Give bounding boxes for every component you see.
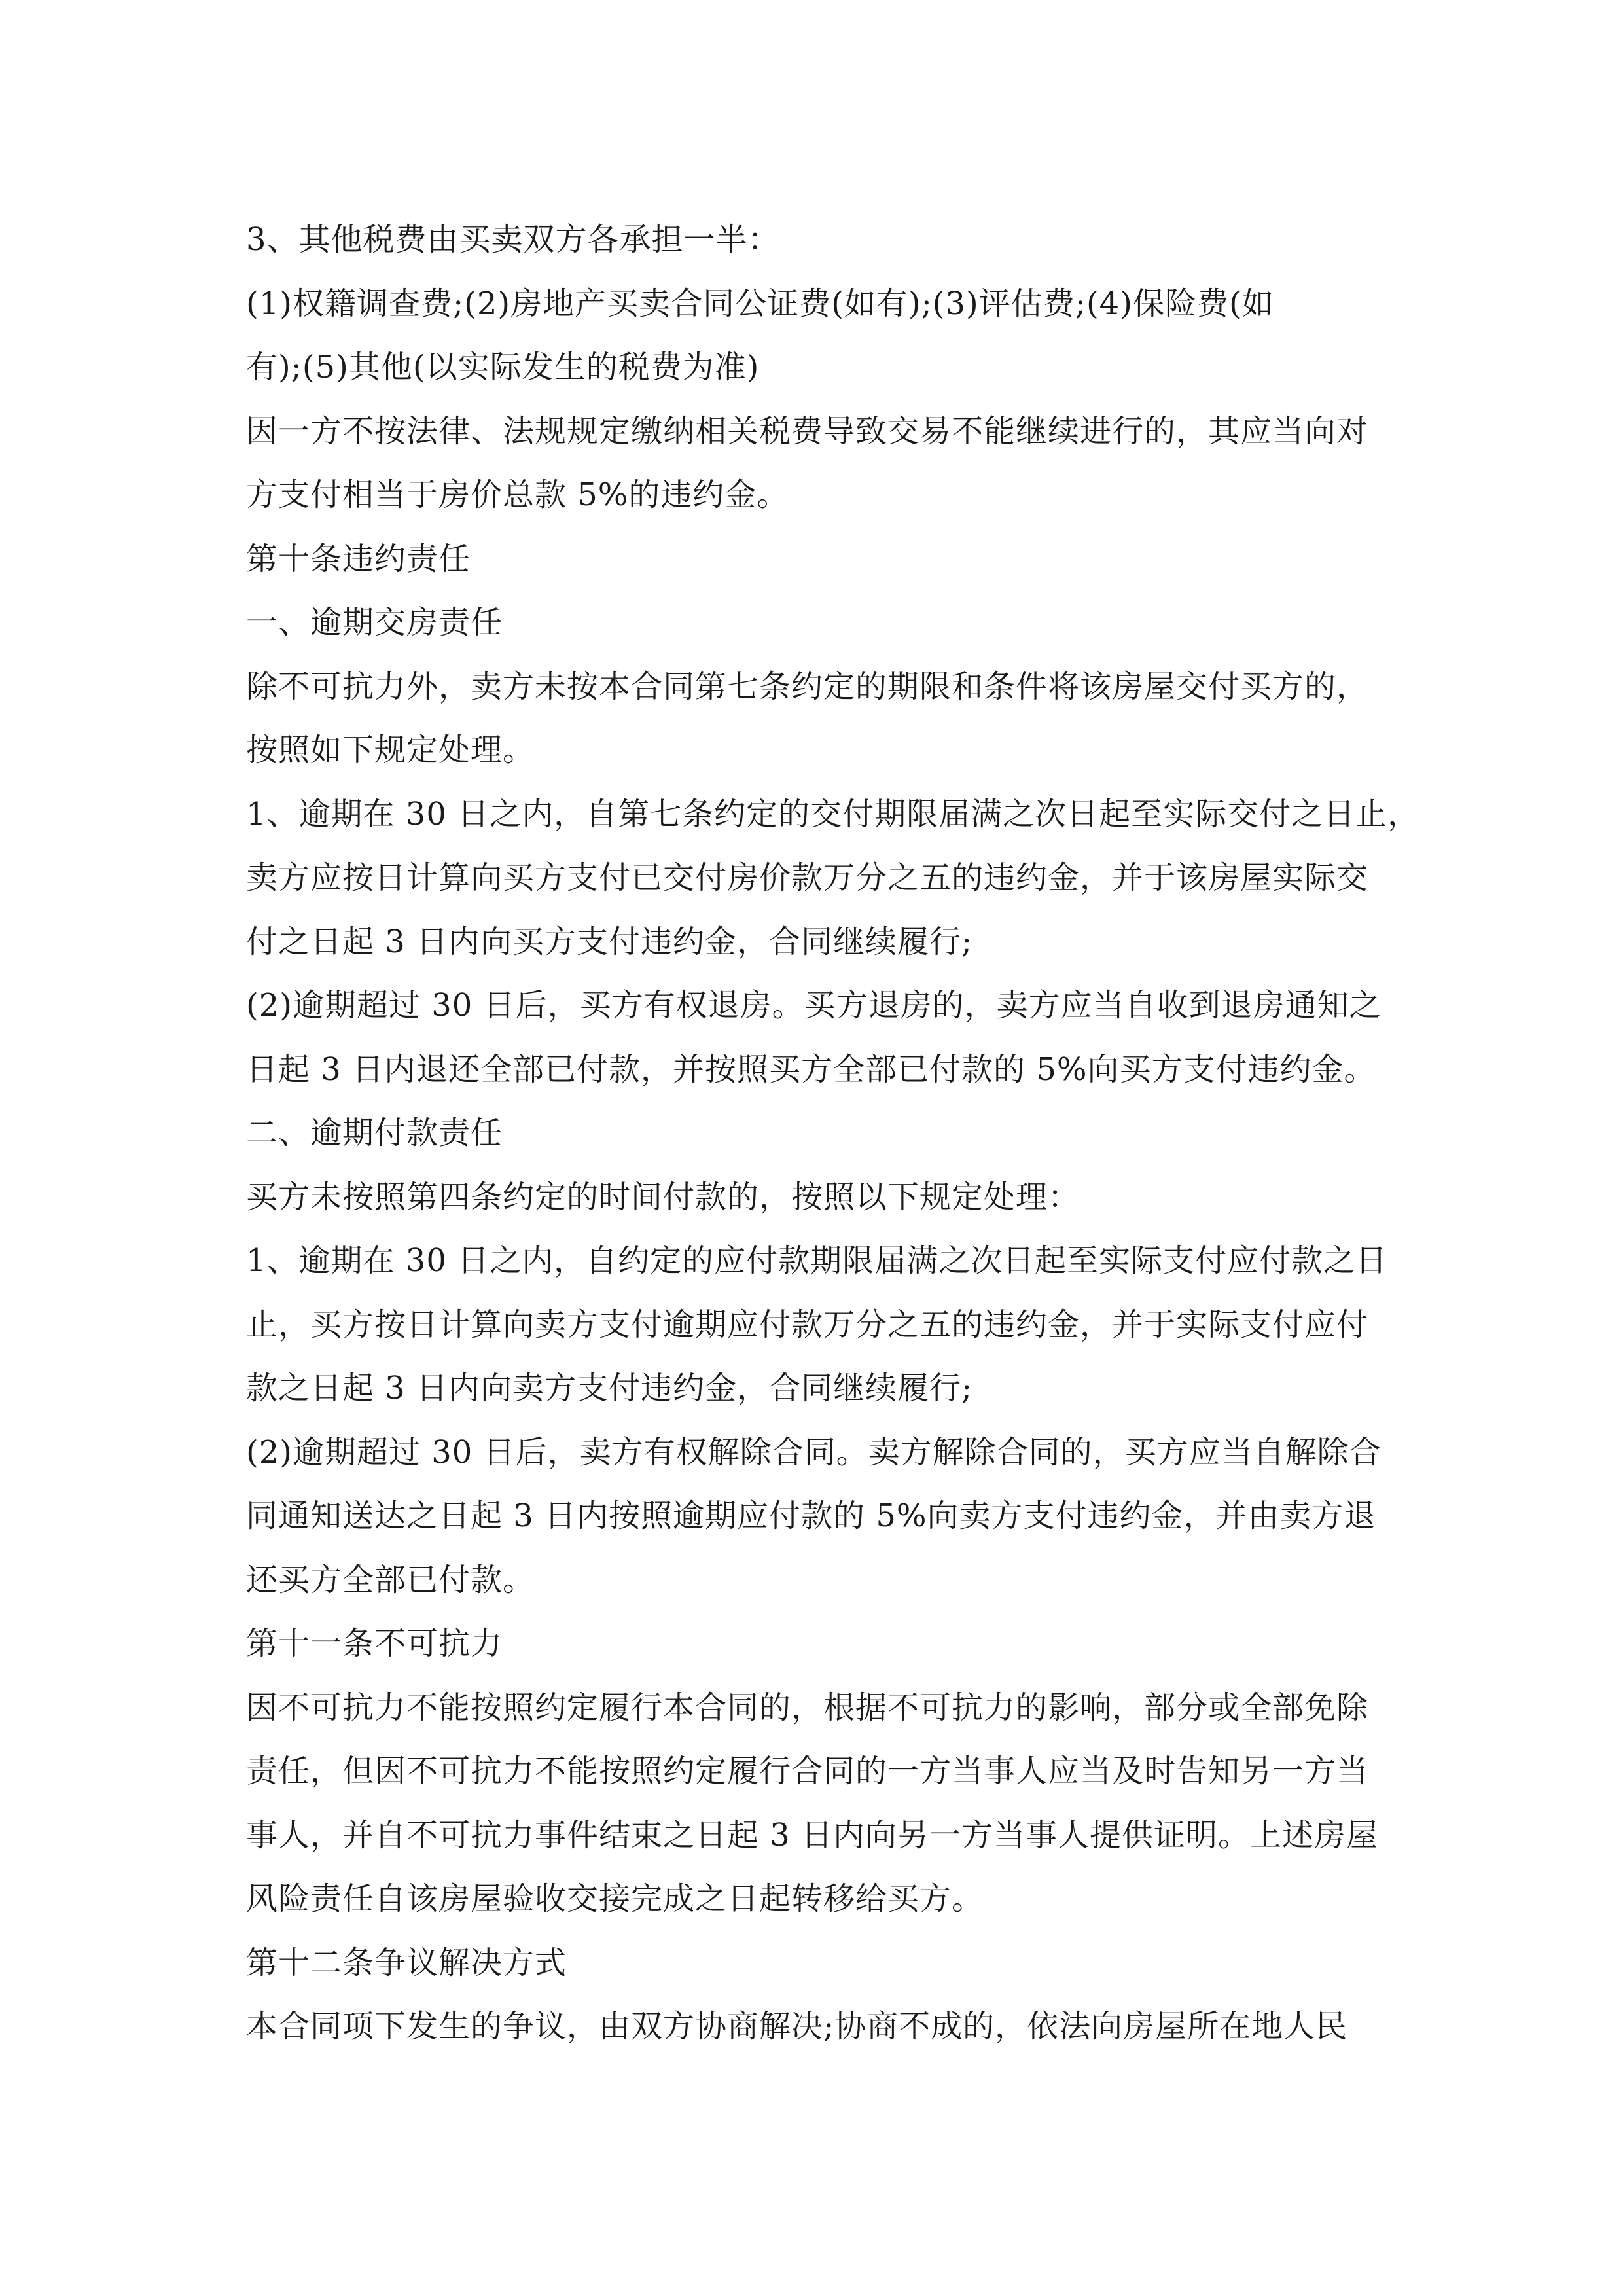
text-line: 事人，并自不可抗力事件结束之日起 3 日内向另一方当事人提供证明。上述房屋 (246, 1816, 1379, 1854)
text-line: (2)逾期超过 30 日后，卖方有权解除合同。卖方解除合同的，买方应当自解除合 (246, 1433, 1382, 1471)
text-line: 1、逾期在 30 日之内，自约定的应付款期限届满之次日起至实际支付应付款之日 (246, 1242, 1388, 1279)
text-line: 款之日起 3 日内向卖方支付违约金，合同继续履行; (246, 1370, 973, 1407)
text-line: 卖方应按日计算向买方支付已交付房价款万分之五的违约金，并于该房屋实际交 (246, 859, 1369, 896)
text-line: 因不可抗力不能按照约定履行本合同的，根据不可抗力的影响，部分或全部免除 (246, 1689, 1369, 1726)
subsection-heading: 一、逾期交房责任 (246, 604, 503, 641)
text-line: 日起 3 日内退还全部已付款，并按照买方全部已付款的 5%向买方支付违约金。 (246, 1050, 1376, 1088)
text-line: 按照如下规定处理。 (246, 732, 535, 768)
text-line: 止，买方按日计算向卖方支付逾期应付款万分之五的违约金，并于实际支付应付 (246, 1306, 1369, 1343)
text-line: 同通知送达之日起 3 日内按照逾期应付款的 5%向卖方支付违约金，并由卖方退 (246, 1498, 1376, 1534)
text-line: 3、其他税费由买卖双方各承担一半： (246, 221, 780, 258)
text-line: (1)权籍调查费;(2)房地产买卖合同公证费(如有);(3)评估费;(4)保险费(如 (246, 285, 1274, 322)
text-line: 1、逾期在 30 日之内，自第七条约定的交付期限届满之次日起至实际交付之日止， (246, 795, 1420, 833)
section-heading: 第十条违约责任 (246, 540, 471, 577)
text-line: (2)逾期超过 30 日后，买方有权退房。买方退房的，卖方应当自收到退房通知之 (246, 987, 1382, 1024)
document-body (246, 208, 1420, 2059)
text-line: 方支付相当于房价总款 5%的违约金。 (246, 476, 789, 513)
text-line: 买方未按照第四条约定的时间付款的，按照以下规定处理： (246, 1178, 1080, 1215)
text-line: 风险责任自该房屋验收交接完成之日起转移给买方。 (246, 1880, 984, 1917)
subsection-heading: 二、逾期付款责任 (246, 1115, 503, 1151)
text-line: 付之日起 3 日内向买方支付违约金，合同继续履行; (246, 923, 973, 960)
section-heading: 第十一条不可抗力 (246, 1625, 503, 1662)
text-line: 本合同项下发生的争议，由双方协商解决;协商不成的，依法向房屋所在地人民 (246, 2008, 1348, 2045)
text-line: 责任，但因不可抗力不能按照约定履行合同的一方当事人应当及时告知另一方当 (246, 1753, 1369, 1789)
text-line: 有);(5)其他(以实际发生的税费为准) (246, 349, 760, 386)
text-line: 因一方不按法律、法规规定缴纳相关税费导致交易不能继续进行的，其应当向对 (246, 412, 1369, 450)
text-line: 还买方全部已付款。 (246, 1561, 535, 1598)
text-line: 除不可抗力外，卖方未按本合同第七条约定的期限和条件将该房屋交付买方的， (246, 668, 1369, 705)
section-heading: 第十二条争议解决方式 (246, 1944, 567, 1981)
